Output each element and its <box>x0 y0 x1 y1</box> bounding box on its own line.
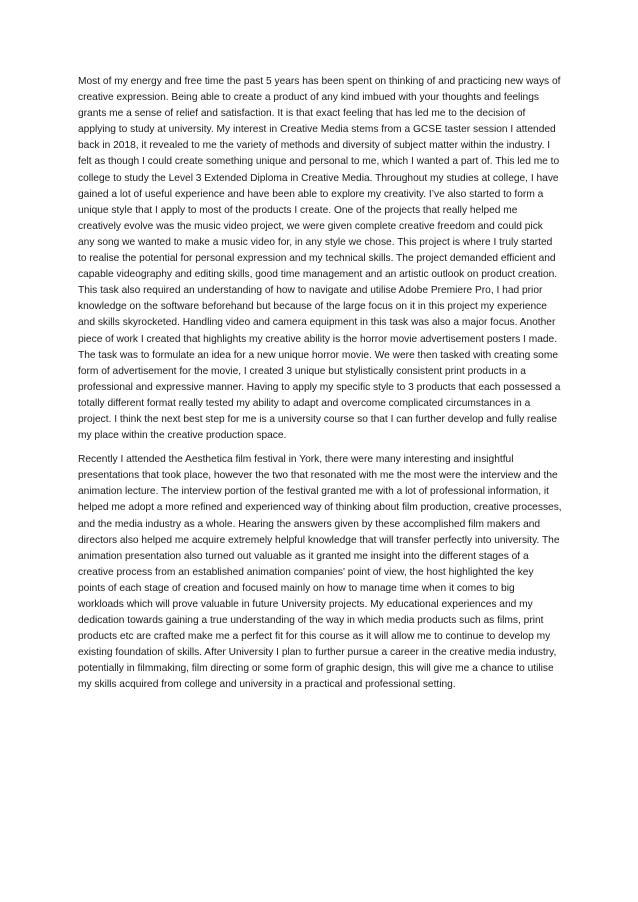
paragraph-1: Most of my energy and free time the past 5 years has been spent on thinking of and practicing new ways of creative expression. Being able to create a product of any kind imbued with your thoughts and feelings grants me a sense of relief and satisfaction. It is that exact feeling that has led me to the decision of applying to study at university. My interest in Creative Media stems from a GCSE taster session I attended back in 2018, it revealed to me the variety of methods and diversity of subject matter within the industry. I felt as though I could create something unique and personal to me, which I wanted a part of. This led me to college to study the Level 3 Extended Diploma in Creative Media. Throughout my studies at college, I have gained a lot of useful experience and have been able to explore my creativity. I’ve also started to form a unique style that I apply to most of the products I create. One of the projects that really helped me creatively evolve was the music video project, we were given complete creative freedom and could pick any song we wanted to make a music video for, in any style we chose. This project is where I truly started to realise the potential for personal expression and my technical skills. The project demanded efficient and capable videography and editing skills, good time management and an artistic outlook on product creation. This task also required an understanding of how to navigate and utilise Adobe Premiere Pro, I had prior knowledge on the software beforehand but because of the large focus on it in this project my experience and skills skyrocketed. Handling video and camera equipment in this task was also a major focus. Another piece of work I created that highlights my creative ability is the horror movie advertisement posters I made. The task was to formulate an idea for a new unique horror movie. We were then tasked with creating some form of advertisement for the movie, I created 3 unique but stylistically consistent print products in a professional and expressive manner. Having to apply my specific style to 3 products that each possessed a totally different format really tested my ability to adapt and overcome complicated circumstances in a project. I think the next best step for me is a university course so that I can further develop and fully realise my place within the creative production space. <box>78 76 561 442</box>
paragraph-2: Recently I attended the Aesthetica film festival in York, there were many interesting and insightful presentations that took place, however the two that resonated with me the most were the interview and the animation lecture. The interview portion of the festival granted me with a lot of professional information, it helped me adopt a more refined and experienced way of thinking about film production, creative processes, and the media industry as a whole. Hearing the answers given by these accomplished film makers and directors also helped me acquire extremely helpful knowledge that will transfer perfectly into university. The animation presentation also turned out valuable as it granted me insight into the different stages of a creative process from an established animation companies' point of view, the host highlighted the key points of each stage of creation and focused mainly on how to manage time when it comes to big workloads which will prove valuable in future University projects. My educational experiences and my dedication towards gaining a true understanding of the way in which media products such as films, print products etc are crafted make me a perfect fit for this course as it will allow me to continue to develop my existing foundation of skills. After University I plan to further pursue a career in the creative media industry, potentially in filmmaking, film directing or some form of graphic design, this will give me a chance to utilise my skills acquired from college and university in a practical and professional setting. <box>78 454 562 691</box>
document-body <box>78 74 562 702</box>
